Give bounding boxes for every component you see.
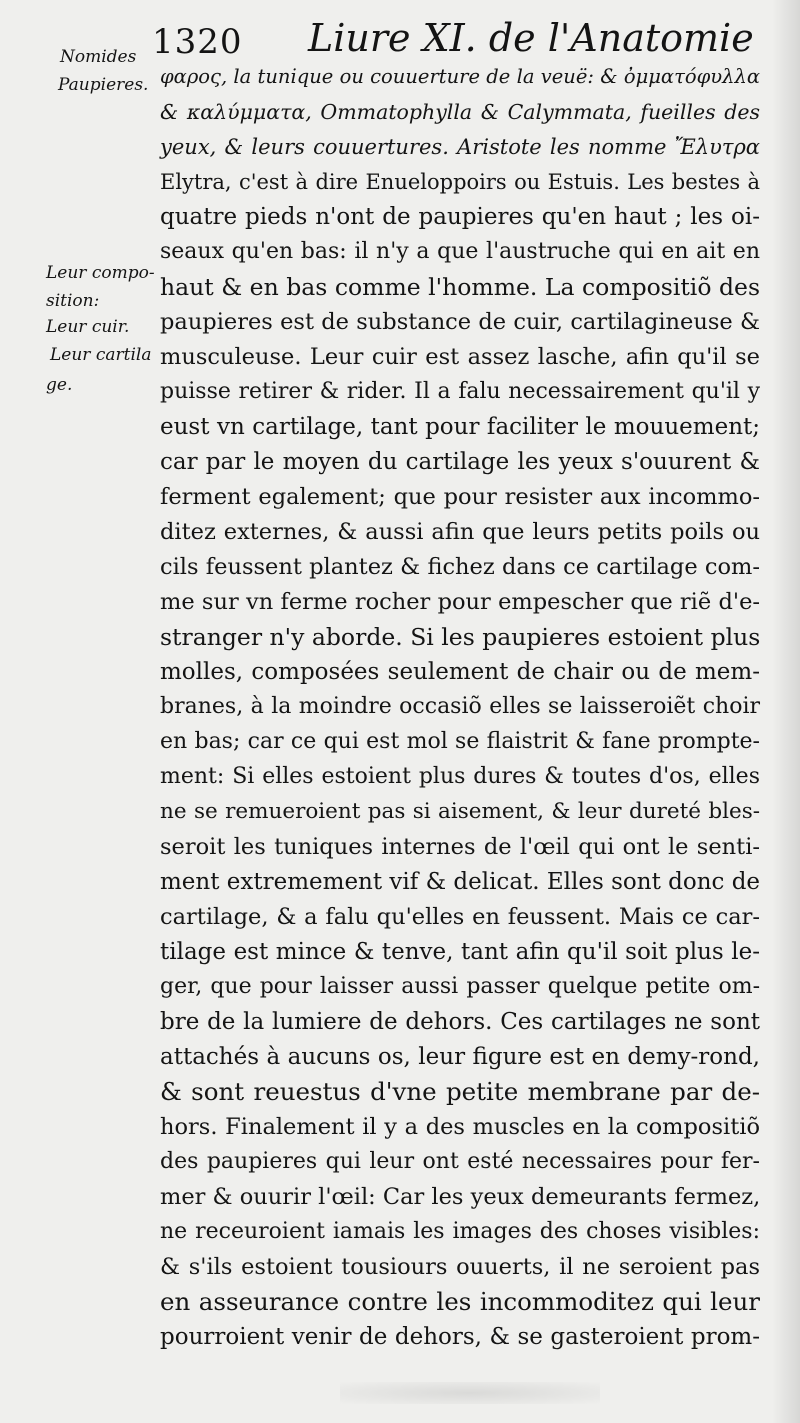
text-line: & sont reuestus d'vne petite membrane par de- bbox=[160, 1077, 760, 1106]
text-line: & καλύμματα, Ommatophylla & Calymmata, fueilles des bbox=[160, 100, 760, 124]
text-line: paupieres est de substance de cuir, cartilagineuse & bbox=[160, 309, 760, 335]
margin-note: ge. bbox=[46, 375, 73, 395]
text-line: seroit les tuniques internes de l'œil qui ont le senti- bbox=[160, 834, 760, 860]
text-line: car par le moyen du cartilage les yeux s'ouurent & bbox=[160, 449, 760, 475]
margin-note: Leur compo- bbox=[46, 263, 155, 283]
text-line: eust vn cartilage, tant pour faciliter le mouuement; bbox=[160, 414, 760, 440]
text-line: mer & ouurir l'œil: Car les yeux demeurants fermez, bbox=[160, 1184, 761, 1210]
text-line: cartilage, & a falu qu'elles en feussent. Mais ce car- bbox=[160, 904, 760, 930]
running-title: Liure XI. de l'Anatomie bbox=[308, 16, 754, 60]
text-line: en bas; car ce qui est mol se flaistrit & fane prompte- bbox=[160, 729, 760, 754]
text-line: me sur vn ferme rocher pour empescher que riẽ d'e- bbox=[160, 589, 760, 615]
text-line: haut & en bas comme l'homme. La compositiõ des bbox=[160, 273, 760, 301]
page-number: 1320 bbox=[152, 22, 243, 62]
text-line: musculeuse. Leur cuir est assez lasche, afin qu'il se bbox=[160, 344, 760, 370]
text-line: ger, que pour laisser aussi passer quelque petite om- bbox=[160, 974, 760, 999]
margin-note: Paupieres. bbox=[58, 75, 149, 95]
margin-note: Nomides bbox=[60, 47, 137, 67]
text-line: ment extremement vif & delicat. Elles sont donc de bbox=[160, 869, 761, 895]
text-line: seaux qu'en bas: il n'y a que l'austruche qui en ait en bbox=[160, 239, 760, 264]
page-edge-shadow bbox=[772, 0, 800, 1423]
text-line: ne se remueroient pas si aisement, & leur dureté bles- bbox=[160, 799, 760, 824]
text-line: yeux, & leurs couuertures. Aristote les nomme Ἔλυτρα bbox=[160, 135, 760, 159]
margin-note: sition: bbox=[46, 291, 100, 311]
text-line: ferment egalement; que pour resister aux incommo- bbox=[160, 484, 760, 510]
text-line: Elytra, c'est à dire Enueloppoirs ou Estuis. Les bestes à bbox=[160, 170, 760, 194]
text-line: cils feussent plantez & fichez dans ce cartilage com- bbox=[160, 554, 760, 580]
text-line: φαρος, la tunique ou couuerture de la veuë: & ὀμματόφυλλα bbox=[160, 65, 760, 88]
text-line: en asseurance contre les incommoditez qui leur bbox=[160, 1287, 760, 1316]
text-line: bre de la lumiere de dehors. Ces cartilages ne sont bbox=[160, 1009, 760, 1035]
text-line: ne receuroient iamais les images des choses visibles: bbox=[160, 1219, 760, 1244]
text-line: stranger n'y aborde. Si les paupieres estoient plus bbox=[160, 623, 761, 651]
text-line: ditez externes, & aussi afin que leurs petits poils ou bbox=[160, 519, 760, 545]
text-line: molles, composées seulement de chair ou de mem- bbox=[160, 659, 760, 685]
text-line: & s'ils estoient tousiours ouuerts, il ne seroient pas bbox=[160, 1254, 760, 1280]
text-line: ment: Si elles estoient plus dures & toutes d'os, elles bbox=[160, 764, 760, 789]
text-line: branes, à la moindre occasiõ elles se laisseroiẽt choir bbox=[160, 694, 760, 719]
margin-note: Leur cuir. bbox=[46, 317, 130, 337]
margin-notes bbox=[0, 0, 160, 1423]
text-line: puisse retirer & rider. Il a falu necessairement qu'il y bbox=[160, 379, 760, 404]
text-line: pourroient venir de dehors, & se gasteroient prom- bbox=[160, 1324, 760, 1350]
text-line: hors. Finalement il y a des muscles en la compositiõ bbox=[160, 1114, 760, 1140]
text-line: attachés à aucuns os, leur figure est en demy-rond, bbox=[160, 1044, 760, 1070]
page-smudge bbox=[340, 1382, 600, 1404]
text-line: des paupieres qui leur ont esté necessaires pour fer- bbox=[160, 1149, 760, 1174]
margin-note: Leur cartila bbox=[50, 345, 152, 365]
text-line: tilage est mince & tenve, tant afin qu'il soit plus le- bbox=[160, 939, 760, 965]
text-line: quatre pieds n'ont de paupieres qu'en haut ; les oi- bbox=[160, 204, 760, 230]
